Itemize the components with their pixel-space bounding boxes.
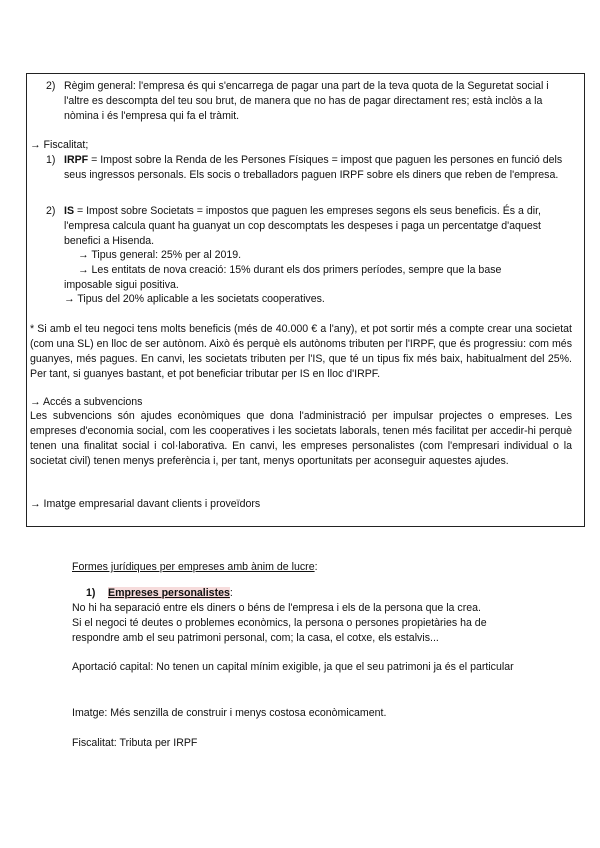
formes-title-colon: :	[314, 561, 318, 573]
is-number: 2)	[46, 205, 56, 217]
is-rate-general: → Tipus general: 25% per al 2019.	[78, 249, 242, 261]
is-definition: = Impost sobre Societats = impostos que paguen les empreses segons els seus beneficis. És a dir, l'empresa calcula quant ha guanyat un cop descomptats les despeses i paga un percentatge d'aquest benefici a Hisenda.	[64, 205, 541, 247]
irpf-term: IRPF	[64, 154, 89, 166]
section-colon: :	[229, 587, 233, 599]
regim-number: 2)	[46, 80, 56, 92]
regim-general-text: Règim general: l'empresa és qui s'encarrega de pagar una part de la teva quota de la Seguretat social i l'altre es descompta del teu sou brut, de manera que no has de pagar directament res; està inclòs a la nòmina i és l'empresa qui fa el tràmit.	[64, 80, 549, 122]
irpf-number: 1)	[46, 154, 56, 166]
section-title: Empreses personalistes	[108, 587, 230, 599]
section-title-wrap	[108, 586, 233, 601]
personalistes-p2: Si el negoci té deutes o problemes econòmics, la persona o persones propietàries ha de respondre amb el seu patrimoni personal, com; la casa, el cotxe, els estalvis...	[72, 617, 487, 644]
imatge-text: Imatge: Més senzilla de construir i menys costosa econòmicament.	[72, 707, 387, 719]
irpf-definition: = Impost sobre la Renda de les Persones Físiques = impost que paguen les persones en funció dels seus ingressos personals. Els socis o treballadors paguen IRPF sobre els diners que reben de l'empresa.	[64, 154, 563, 181]
fiscalitat-text: Fiscalitat: Tributa per IRPF	[72, 737, 198, 749]
section-heading	[86, 586, 95, 601]
benefits-note: * Si amb el teu negoci tens molts beneficis (més de 40.000 € a l'any), et pot sortir més a compte crear una societat (com una SL) en lloc de ser autònom. Això és perquè els autònoms tributen per l'IRPF, que és progressiu: com més guanyes, més pagues. En canvi, les societats tributen per l'IS, que té un tipus fix més baix, habitualment del 25%. Per tant, si guanyes bastant, et pot beneficiar tributar per IS en lloc d'IRPF.	[30, 323, 572, 380]
section-number: 1)	[86, 587, 96, 599]
fiscalitat-heading: → Fiscalitat;	[30, 139, 89, 151]
subvencions-text: Les subvencions són ajudes econòmiques que dona l'administració per impulsar projectes o empreses. Les empreses d'economia social, com les cooperatives i les societats laborals, tenen més facilitat per accedir-hi perquè tenen una finalitat social i col·laborativa. En canvi, les empreses personalistes (com l'empresari individual o la societat civil) tenen menys preferència i, per tant, menys oportunitats per aconseguir aquestes ajudes.	[30, 410, 572, 467]
is-term: IS	[64, 205, 75, 217]
is-rate-cooperatives: → Tipus del 20% aplicable a les societats cooperatives.	[64, 293, 325, 305]
subvencions-heading: → Accés a subvencions	[30, 396, 143, 408]
personalistes-p1: No hi ha separació entre els diners o béns de l'empresa i els de la persona que la crea.	[72, 602, 481, 614]
is-rate-new-entities: → Les entitats de nova creació: 15% durant els dos primers períodes, sempre que la base imposable sigui positiva.	[64, 264, 502, 291]
formes-title-text: Formes jurídiques per empreses amb ànim de lucre	[72, 561, 315, 573]
is-item	[64, 204, 574, 249]
irpf-item	[64, 153, 574, 183]
aportacio-capital: Aportació capital: No tenen un capital mínim exigible, ja que el seu patrimoni ja és el particular	[72, 661, 514, 673]
formes-title	[72, 560, 318, 575]
imatge-heading: → Imatge empresarial davant clients i proveïdors	[30, 498, 261, 510]
